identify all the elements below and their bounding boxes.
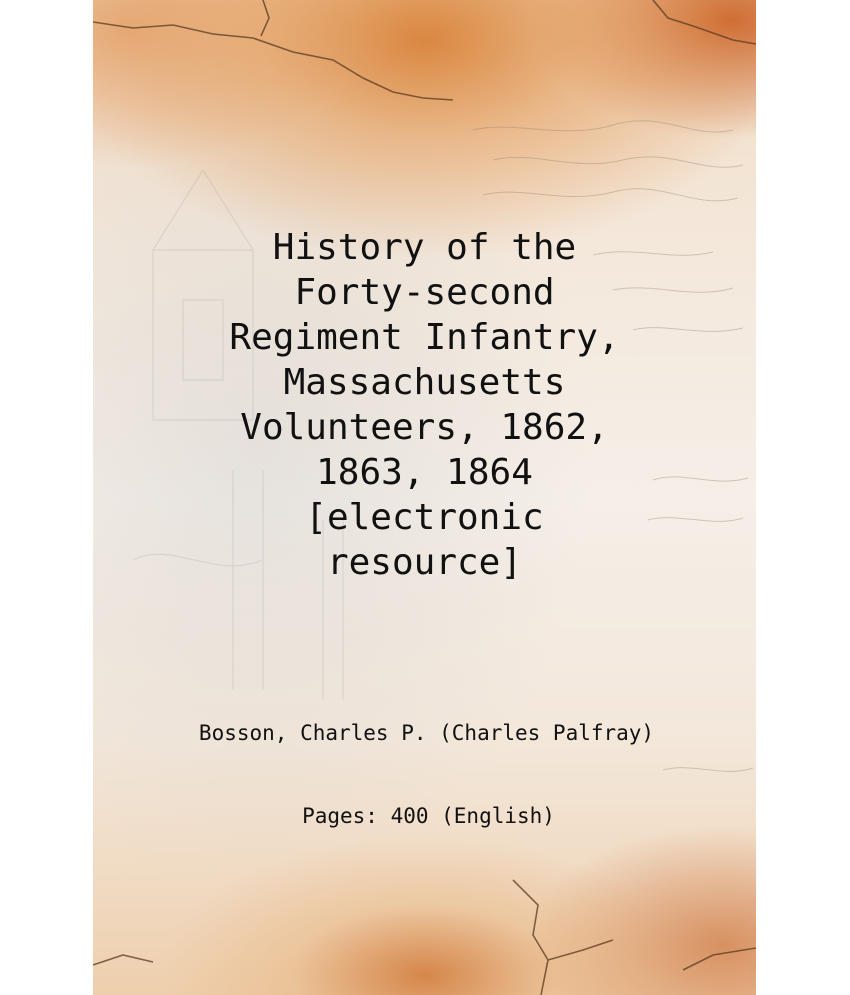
page-count: Pages: 400 (English) <box>302 804 555 828</box>
book-author: Bosson, Charles P. (Charles Palfray) <box>198 721 655 745</box>
book-title: History of the Forty-second Regiment Infantry, Massachusetts Volunteers, 1862, 1863, 1864 [electronic resource] <box>229 227 620 583</box>
book-cover <box>93 0 756 995</box>
